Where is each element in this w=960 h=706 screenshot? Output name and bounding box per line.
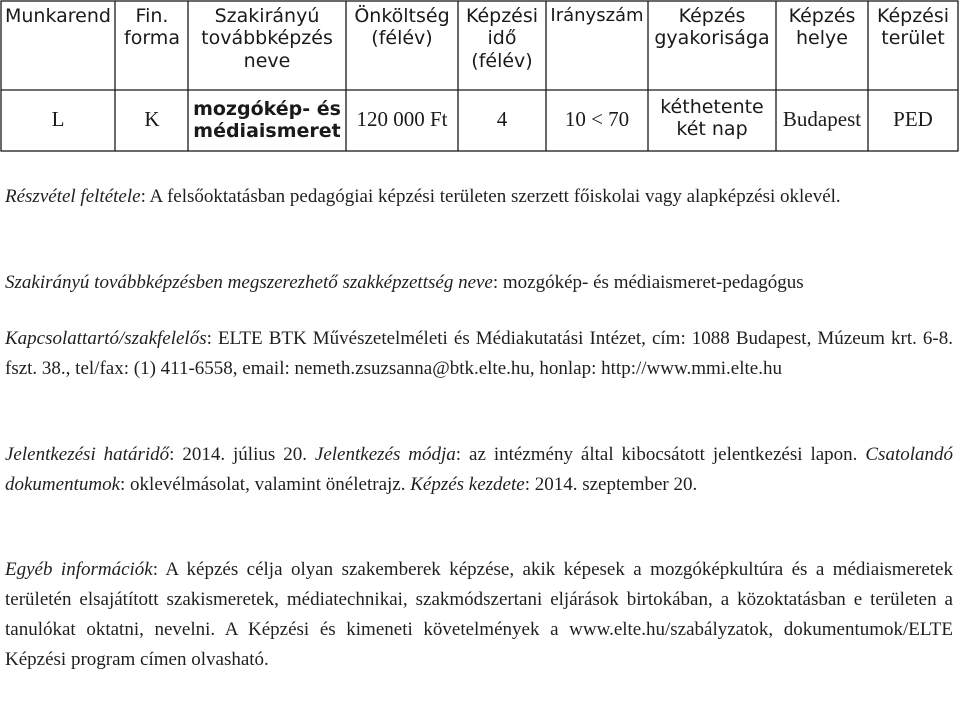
cell-iranyszam: 10 < 70 [564,107,630,131]
hatarido-text: : 2014. július 20. [169,444,315,465]
egyeb-label: Egyéb információk [5,559,153,580]
header-iranyszam: Irányszám [550,5,644,26]
reszvetel-label: Részvétel feltétele [5,186,141,207]
szakkepzettseg-text: : mozgókép- és médiaismeret-pedagógus [492,272,804,293]
egyeb-text: : A képzés célja olyan szakemberek képzése, akik képesek a mozgóképkultúra és a médiaismeretek területén elsajátított szakismeretek, médiatechnikai, szakmódszertani eljárások birtokában, a közoktatásban e területen a tanulókat oktatni, nevelni. A Képzési és kimeneti követelmények a www.elte.hu/szabályzatok, dokumentumok/ELTE Képzési program címen olvasható. [5,559,953,670]
szakkepzettseg-paragraph [5,268,953,298]
cell-onkoltseg: 120 000 Ft [356,107,448,131]
dokumentumok-label: Csatolandó dokumentumok [5,444,953,495]
hatarido-label: Jelentkezési határidő [5,444,170,465]
kapcsolattarto-paragraph [5,324,953,384]
egyeb-informaciok-paragraph [5,555,953,675]
header-kepzes-gyakorisaga: Képzés gyakorisága [654,5,770,50]
cell-fin-forma: K [144,107,160,131]
kapcsolattarto-label: Kapcsolattartó/szakfelelős [5,328,207,349]
kezdete-text: : 2014. szeptember 20. [524,474,698,495]
kapcsolattarto-text: : ELTE BTK Művészetelméleti és Médiakutatási Intézet, cím: 1088 Budapest, Múzeum krt. 6-8. fszt. 38., tel/fax: (1) 411-6558, email: nemeth.zsuzsanna@btk.elte.hu, honlap: http://www.mmi.elte.hu [5,328,953,379]
cell-szakiranyu-nev: mozgókép- és médiaismeret [193,98,341,142]
reszvetel-text: : A felsőoktatásban pedagógiai képzési területen szerzett főiskolai vagy alapképzési oklevél. [140,186,841,207]
cell-munkarend: L [51,107,65,131]
cell-kepzes-gyakorisaga: kéthetente két nap [660,96,764,140]
kezdete-label: Képzés kezdete [410,474,525,495]
header-kepzes-helye: Képzés helye [788,5,856,50]
jelentkezes-paragraph [5,440,953,500]
header-kepzesi-ido: Képzési idő (félév) [465,5,539,72]
dokumentumok-text: : oklevélmásolat, valamint önéletrajz. [120,474,411,495]
cell-kepzesi-terulet: PED [893,107,933,131]
reszvetel-feltetele-paragraph [5,182,953,212]
header-fin-forma: Fin. forma [124,5,180,50]
modja-text: : az intézmény által kibocsátott jelentkezési lapon. [455,444,866,465]
szakkepzettseg-label: Szakirányú továbbképzésben megszerezhető szakképzettség neve [5,272,493,293]
header-onkoltseg: Önköltség (félév) [354,5,450,50]
header-kepzesi-terulet: Képzési terület [876,5,950,50]
modja-label: Jelentkezés módja [314,444,456,465]
cell-kepzesi-ido: 4 [496,107,508,131]
header-munkarend: Munkarend [5,5,111,27]
cell-kepzes-helye: Budapest [782,107,862,131]
header-szakiranyu-nev: Szakirányú továbbképzés neve [201,5,333,72]
